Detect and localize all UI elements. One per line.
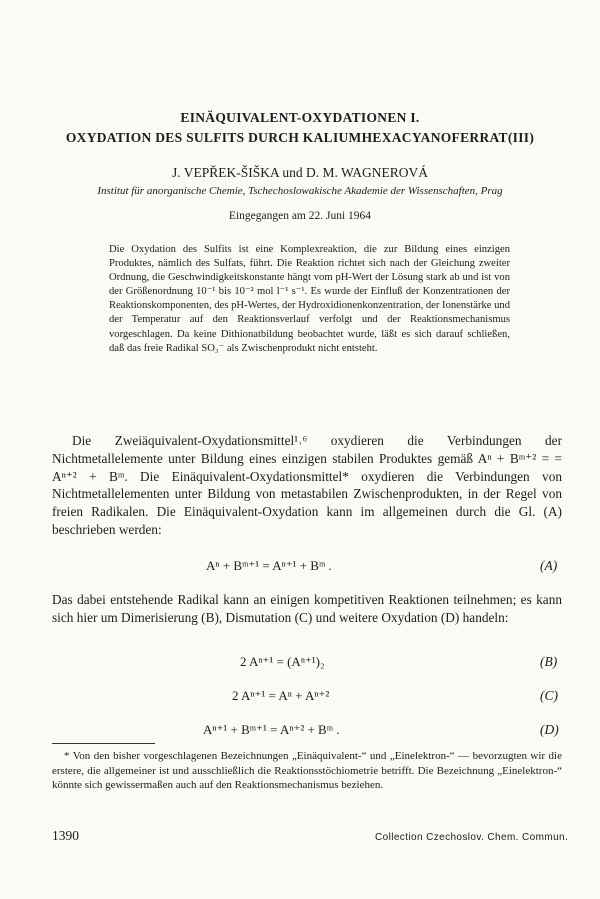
abstract	[109, 243, 510, 356]
equation-d: Aⁿ⁺¹ + Bᵐ⁺¹ = Aⁿ⁺² + Bᵐ .	[203, 722, 340, 737]
journal-name: Collection Czechoslov. Chem. Commun.	[375, 832, 569, 843]
equation-a: Aⁿ + Bᵐ⁺¹ = Aⁿ⁺¹ + Bᵐ .	[206, 558, 332, 573]
body-paragraph-2	[52, 591, 562, 627]
equation-b: 2 Aⁿ⁺¹ = (Aⁿ⁺¹)₂	[240, 654, 325, 669]
equation-c: 2 Aⁿ⁺¹ = Aⁿ + Aⁿ⁺²	[232, 688, 330, 703]
equation-d-label: (D)	[540, 722, 559, 737]
paragraph-text: Das dabei entstehende Radikal kann an einigen kompetitiven Reaktionen teilnehmen; es kann sich hier um Dimerisierung (B), Dismutation (C) und weitere Oxydation (D) handeln:	[52, 592, 562, 625]
footnote-divider	[52, 743, 155, 744]
body-paragraph-1	[52, 432, 562, 539]
paragraph-text: Die Zweiäquivalent-Oxydationsmittel¹˒⁶ oxydieren die Verbindungen der Nichtmetallelemente unter Bildung eines einzigen stabilen Produktes gemäß Aⁿ + Bᵐ⁺² = = Aⁿ⁺² + Bᵐ. Die Einäquivalent-Oxydationsmittel* oxydieren die Verbindungen von Nichtmetallelementen unter Bildung von metastabilen Zwischenprodukten, in der Regel von freien Radikalen. Die Einäquivalent-Oxydation kann im allgemeinen durch die Gl. (A) beschrieben werden:	[52, 433, 562, 537]
authors: J. VEPŘEK-ŠIŠKA und D. M. WAGNEROVÁ	[171, 165, 429, 180]
page-number: 1390	[52, 828, 79, 843]
title-line-2: OXYDATION DES SULFITS DURCH KALIUMHEXACYANOFERRAT(III)	[65, 130, 535, 145]
equation-b-label: (B)	[540, 654, 558, 669]
equation-c-label: (C)	[540, 688, 558, 703]
received-date: Eingegangen am 22. Juni 1964	[228, 210, 372, 222]
institution: Institut für anorganische Chemie, Tschechoslowakische Akademie der Wissenschaften, Prag	[97, 185, 503, 197]
abstract-text: Die Oxydation des Sulfits ist eine Komplexreaktion, die zur Bildung eines einzigen Produktes, nämlich des Sulfats, führt. Die Reaktion richtet sich nach der Gleichung zweiter Ordnung, die Geschwindigkeitskonstante hängt vom pH-Wert der Lösung stark ab und ist von der Größenordnung 10⁻¹ bis 10⁻² mol l⁻¹ s⁻¹. Es wurde der Einfluß der Konzentrationen der Reaktionskomponenten, des pH-Wertes, der Hydroxidionenkonzentration, der Ionenstärke und der Temperatur auf den Reaktionsverlauf verfolgt und der Reaktionsmechanismus vorgeschlagen. Da keine Dithionatbildung beobachtet wurde, läßt es sich darauf schließen, daß das freie Radikal SO₃⁻ als Zwischenprodukt nicht entsteht.	[109, 244, 511, 354]
equation-a-label: (A)	[540, 558, 558, 573]
title-line-1: EINÄQUIVALENT-OXYDATIONEN I.	[180, 110, 420, 125]
footnote-text: * Von den bisher vorgeschlagenen Bezeichnungen „Einäquivalent-“ und „Einelektron-“ — bevorzugten wir die erstere, die allgemeiner ist und ausschließlich die Reaktionsstöchiometrie betrifft. Die Bezeichnung „Einelektron-“ könnte sich gewissermaßen auch auf den Reaktionsmechanismus beziehen.	[52, 750, 562, 792]
footnote	[52, 749, 562, 793]
